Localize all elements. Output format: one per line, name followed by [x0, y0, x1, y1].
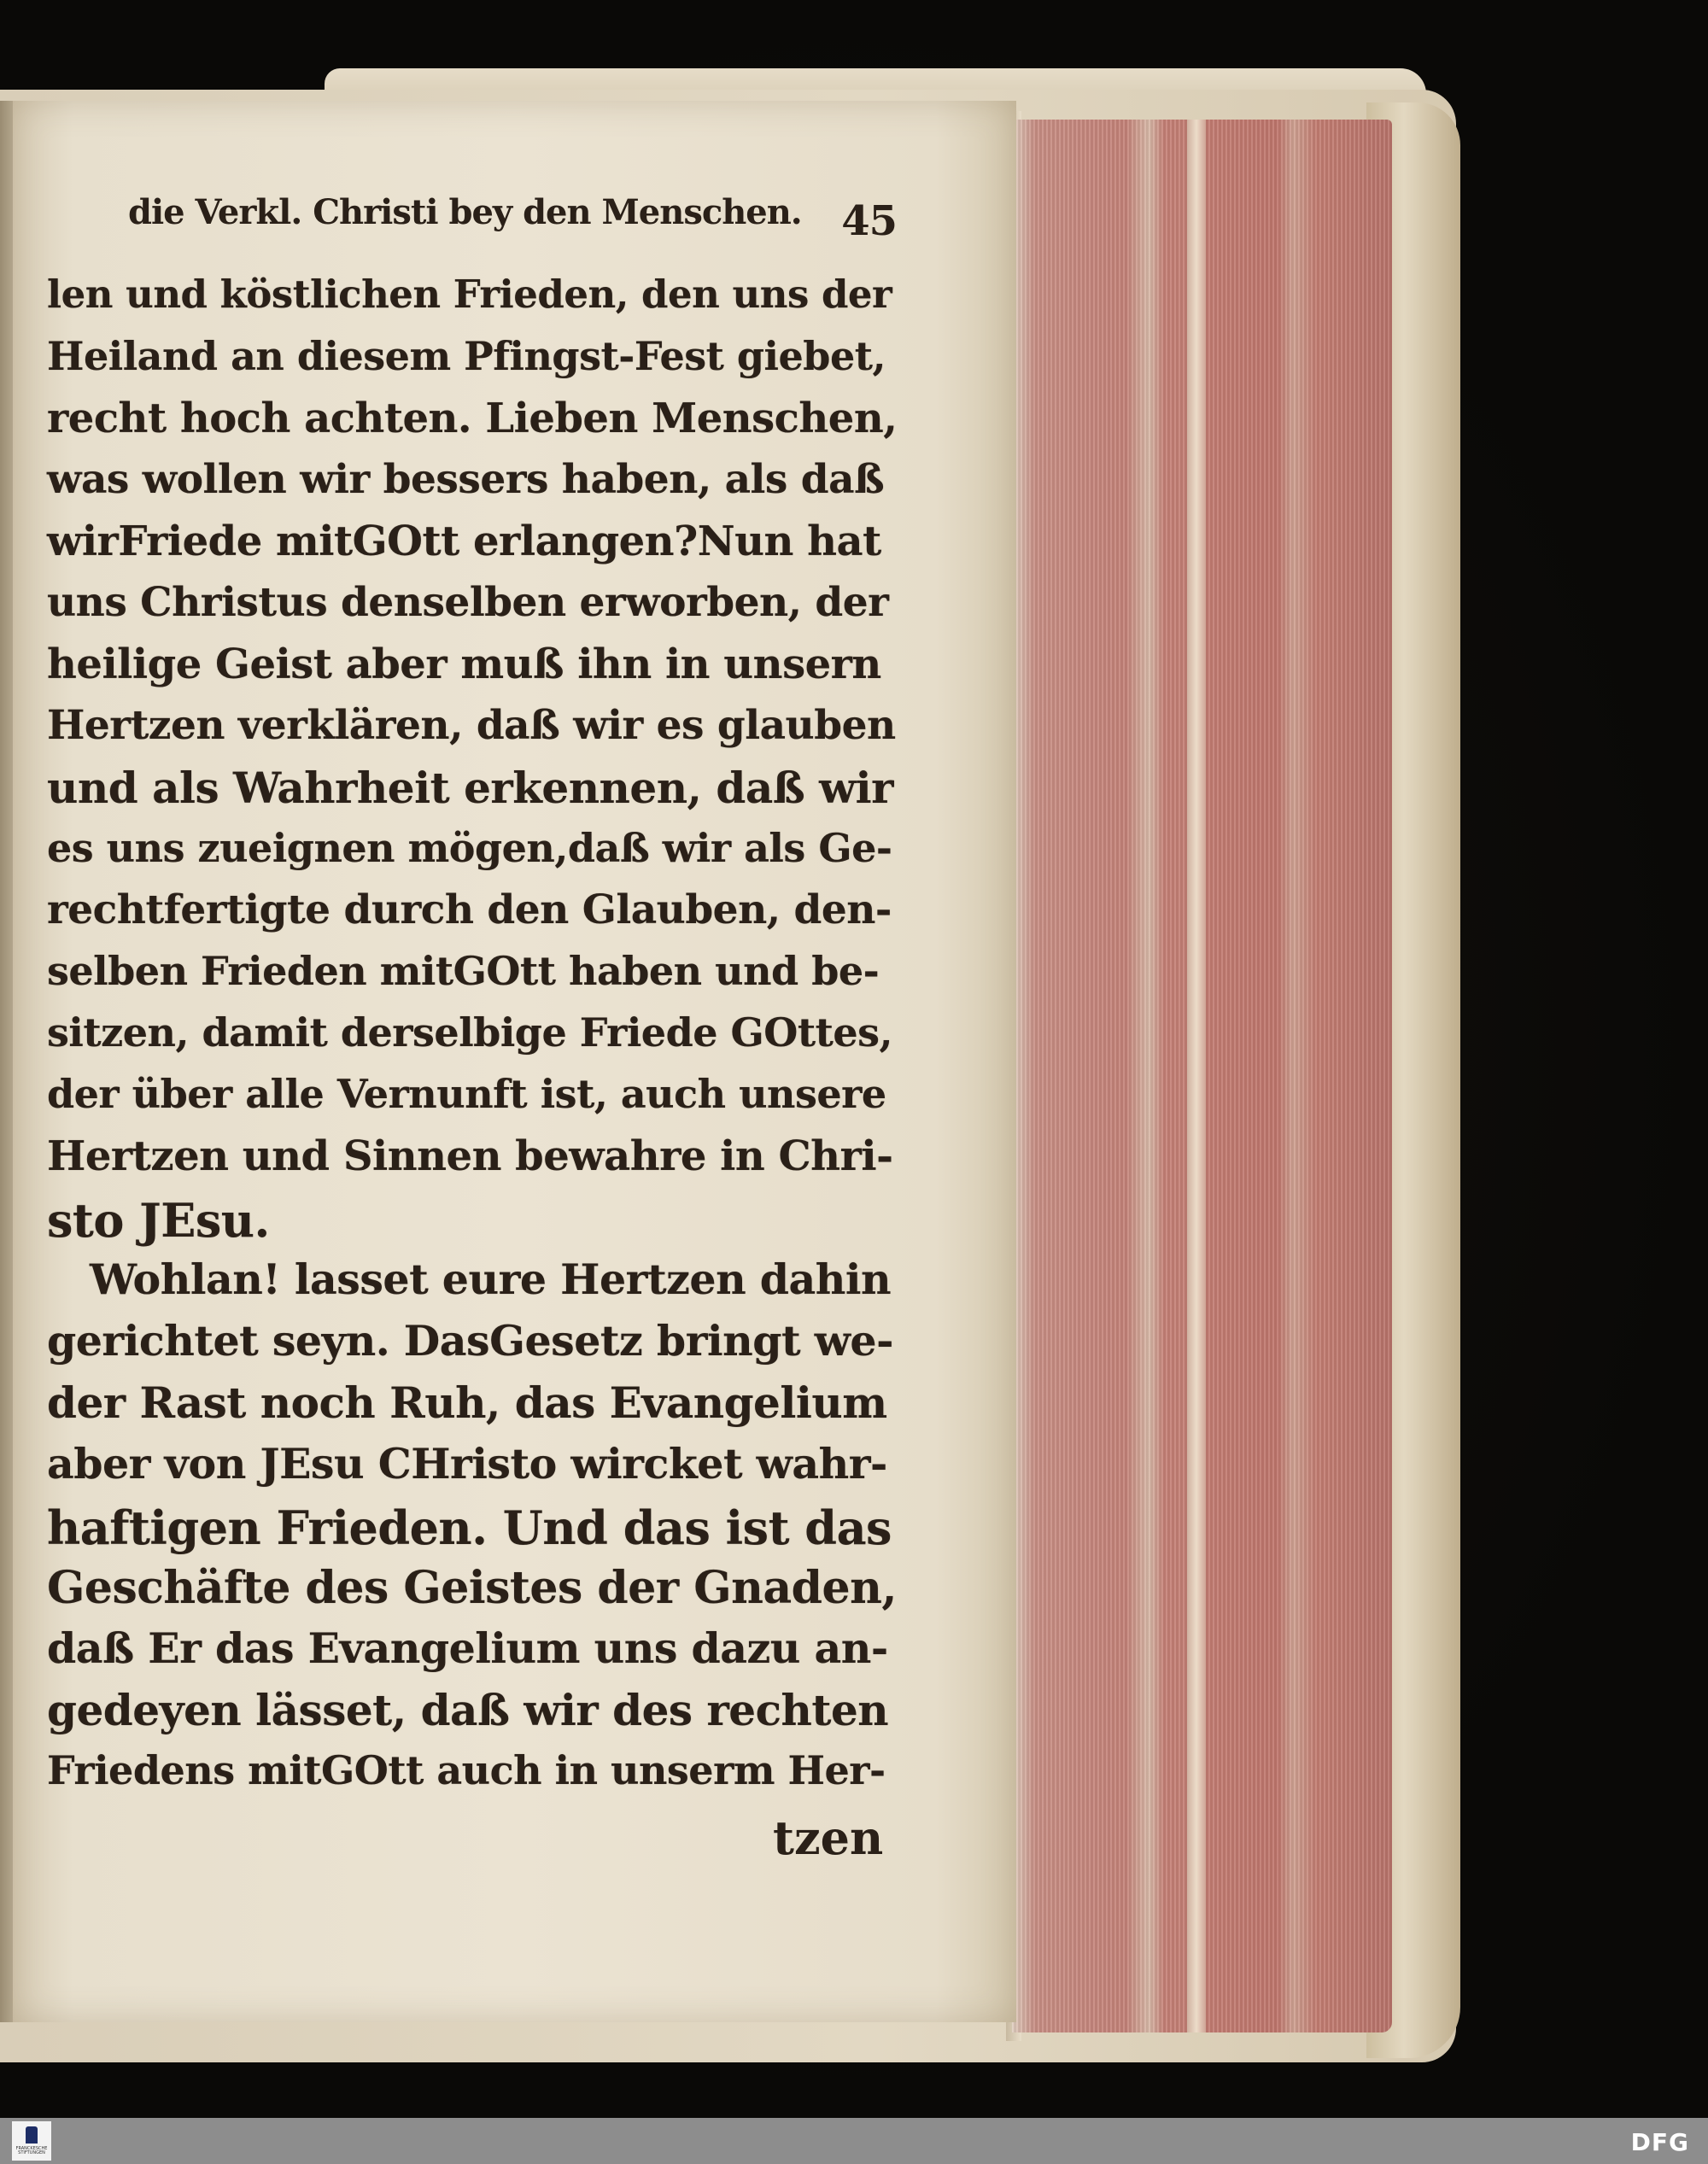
text-line: Friedens mitGOtt auch in unserm Her- [47, 1747, 886, 1793]
text-line: gedeyen lässet, daß wir des rechten [47, 1685, 889, 1735]
text-line: haftigen Frieden. Und das ist das [47, 1500, 892, 1555]
logo-text: FRANCKESCHE STIFTUNGEN [15, 2146, 48, 2155]
dfg-logo: DFG [1630, 2128, 1689, 2156]
text-line: sto JEsu. [47, 1193, 270, 1248]
text-line: sitzen, damit derselbige Friede GOttes, [47, 1009, 893, 1056]
text-line: aber von JEsu CHristo wircket wahr- [47, 1439, 887, 1488]
text-line: wirFriede mitGOtt erlangen?Nun hat [47, 518, 881, 565]
text-line: der über alle Vernunft ist, auch unsere [47, 1071, 886, 1117]
text-line: recht hoch achten. Lieben Menschen, [47, 395, 898, 442]
text-line: daß Er das Evangelium uns dazu an- [47, 1623, 888, 1673]
text-line: len und köstlichen Frieden, den uns der [47, 272, 892, 317]
text-line: was wollen wir bessers haben, als daß [47, 456, 885, 503]
running-header [128, 192, 897, 260]
text-line: rechtfertigte durch den Glauben, den- [47, 886, 892, 933]
text-line: es uns zueignen mögen,daß wir als Ge- [47, 825, 892, 871]
text-line: der Rast noch Ruh, das Evangelium [47, 1377, 887, 1428]
running-title: die Verkl. Christi bey den Menschen. [128, 192, 802, 232]
institution-logo [12, 2121, 51, 2161]
text-line: Heiland an diesem Pfingst-Fest giebet, [47, 333, 886, 379]
page-number: 45 [841, 197, 897, 245]
text-line: Hertzen und Sinnen bewahre in Chri- [47, 1132, 893, 1180]
paragraph-start-line: Wohlan! lasset eure Hertzen dahin [90, 1255, 892, 1304]
text-line: uns Christus denselben erworben, der [47, 579, 889, 626]
text-line: Geschäfte des Geistes der Gnaden, [47, 1562, 898, 1614]
text-line: selben Frieden mitGOtt haben und be- [47, 948, 880, 994]
footer-bar [0, 2118, 1708, 2164]
text-line: und als Wahrheit erkennen, daß wir [47, 763, 894, 813]
text-line: heilige Geist aber muß ihn in unsern [47, 640, 881, 688]
fore-edge-divider [1187, 120, 1206, 2032]
logo-emblem-icon [26, 2126, 38, 2144]
text-line: Hertzen verklären, daß wir es glauben [47, 702, 896, 749]
catchword: tzen [773, 1810, 884, 1865]
text-line: gerichtet seyn. DasGesetz bringt we- [47, 1316, 893, 1366]
